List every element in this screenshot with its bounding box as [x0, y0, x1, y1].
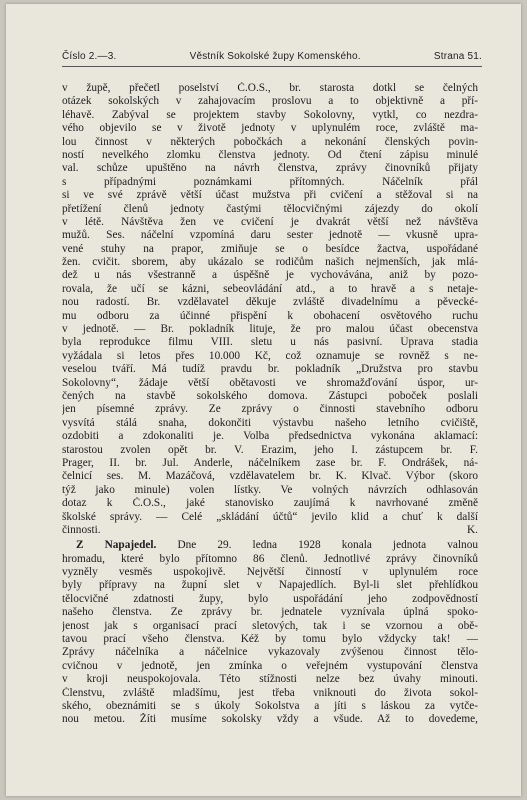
text-line: školské správy. — Celé „skládání účtů“ jevilo klid a chuť k další	[62, 510, 478, 523]
text-line: ností nevelkého zlomku členstva jednoty. Od čtení zápisu minulé	[62, 148, 478, 161]
text-line: Členstvu, zvláště mladšímu, jest třeba vniknouti do života sokol-	[62, 686, 478, 699]
text-line: nou metou. Žíti musíme sokolsky vždy a všude. Až to dovedeme,	[62, 713, 478, 726]
text-line: si ve své zprávě větší účast mužstva při cvičení a stěžoval si na	[62, 189, 478, 202]
text-line: mužů. Ses. náčelní vzpomíná daru sester jednotě — vkusně upra-	[62, 229, 478, 242]
text-line: Prager, II. br. Jul. Anderle, náčelníkem zase br. F. Ondrášek, ná-	[62, 456, 478, 469]
text-line: vyžádala si letos přes 10.000 Kč, což oznamuje se rovněž s ne-	[62, 349, 478, 362]
text-line: cvičnou v jednotě, jen zmínka o veřejném vystupování členstva	[62, 659, 478, 672]
text-line: v župě, přečetl poselství Č.O.S., br. starosta dotkl se čelných	[62, 82, 478, 94]
napajedla-first-line-text: Dne 29. ledna 1928 konala jednota valnou	[177, 539, 478, 552]
text-line: dotaz k Č.O.S., jaké stanovisko zaujímá k navrhované změně	[62, 497, 478, 510]
document-page	[6, 4, 521, 796]
text-line: přetížení členů jednoty častými tělocvičnými zájezdy do okolí	[62, 202, 478, 215]
text-line: otázek sokolských v zahajovacím proslovu a to objektivně a pří-	[62, 95, 478, 108]
page-number: Strana 51.	[433, 51, 482, 62]
text-line: čených na stavbě sokolského domova. Zástupci poboček poslali	[62, 389, 478, 402]
text-line: našeho členstva. Ze zprávy br. jednatele vyznívala úplná spoko-	[62, 606, 478, 619]
text-line: byla reprodukce filmu VIII. sletu u nás pasivní. Úprava stadia	[62, 336, 478, 349]
text-line: týž jako minule) volen lístky. Ve volných návrzích odhlasován	[62, 483, 478, 496]
text-line: veselou tváří. Má tudíž pravdu br. pokladník „Družstva pro stavbu	[62, 363, 478, 376]
text-line: dež u nás všestranně a úspěšně je vychovávána, aniž by pozo-	[62, 269, 478, 282]
text-line: vené stuhy na prapor, zmiňuje se o besídce žactva, uspořádané	[62, 242, 478, 255]
text-line: tělocvičné zdatnosti župy, bylo uspořádání jeho zodpovědností	[62, 592, 478, 605]
text-line: jenost jak s organisací prací sletových, tak i se vzornou a obě-	[62, 619, 478, 632]
text-line: lou činnost v některých pobočkách a nekonání členských povin-	[62, 135, 478, 148]
text-line: v létě. Návštěva žen ve cvičení je dvakrát větší než návštěva	[62, 215, 478, 228]
text-line: tavou prací všeho členstva. Kéž by tomu bylo vždycky tak! —	[62, 633, 478, 646]
text-line: žen. cvičit. sborem, aby ukázalo se rodičům našich nejmenších, jak mlá-	[62, 256, 478, 269]
text-line: ského, obeznámiti se s úkoly Sokolstva a jíti s láskou za vytče-	[62, 699, 478, 712]
text-line: vysvítá stálá snaha, dokončiti výstavbu našeho letního cvičiště,	[62, 416, 478, 429]
napajedla-paragraph-first-line	[62, 539, 478, 552]
text-line: jen písemné zprávy. Ze zprávy o činnosti stavebního odboru	[62, 403, 478, 416]
text-line: hromadu, které bylo přítomno 86 členů. Jednotlivé zprávy činovníků	[62, 552, 478, 565]
text-line: rovala, že učí se kázni, sebeovládání atd., a to hravě a s netaje-	[62, 282, 478, 295]
paragraph-last-words: činnosti.	[62, 523, 101, 536]
text-line: s případnými poznámkami přítomných. Náčelník přál	[62, 175, 478, 188]
header-rule	[62, 66, 482, 67]
article-body	[62, 82, 478, 727]
paragraph-napajedla-report	[62, 553, 478, 727]
paragraph-closing-line	[62, 524, 478, 537]
text-line: v jednotě. — Br. pokladník lituje, že pro malou účast obecenstva	[62, 323, 478, 336]
paragraph-annual-meeting-report	[62, 82, 478, 524]
section-heading-napajedla: Z Napajedel.	[76, 539, 157, 552]
text-line: Zprávy náčelníka a náčelnice vykazovaly zvýšenou činnost tělo-	[62, 646, 478, 659]
text-line: val. schůze upuštěno na návrh členstva, zprávy činovníků přijaty	[62, 162, 478, 175]
text-line: vyzněly vesměs uspokojivě. Největší činností v uplynulém roce	[62, 566, 478, 579]
author-signature: K.	[467, 523, 478, 536]
journal-title: Věstník Sokolské župy Komenského.	[189, 51, 361, 62]
text-line: byly přípravy na župní slet v Napajedlích. Byl-li slet přehlídkou	[62, 579, 478, 592]
text-line: mu odboru za účinné přispění k obohacení osvětového ruchu	[62, 309, 478, 322]
text-line: léhavě. Zabýval se projektem stavby Sokolovny, vytkl, co nezdra-	[62, 108, 478, 121]
text-line: starostou zvolen opět br. V. Erazim, jeho I. zástupcem br. F.	[62, 443, 478, 456]
text-line: čelnicí ses. M. Mazáčová, vzdělavatelem br. K. Klvač. Výbor (skoro	[62, 470, 478, 483]
text-line: v kroji neuspokojovala. Této stížnosti nelze bez úvahy minouti.	[62, 673, 478, 686]
issue-number: Číslo 2.—3.	[62, 51, 117, 62]
text-line: ozdobiti a zdokonaliti je. Volba předsednictva vykonána aklamací:	[62, 430, 478, 443]
text-line: nou radostí. Br. vzdělavatel děkuje zvláště divadelnímu a pěvecké-	[62, 296, 478, 309]
text-line: Sokolovny“, žádaje větší obětavosti ve shromažďování úspor, ur-	[62, 376, 478, 389]
running-header	[62, 51, 482, 62]
text-line: vého objevilo se v životě jednoty v uplynulém roce, zvláště ma-	[62, 122, 478, 135]
